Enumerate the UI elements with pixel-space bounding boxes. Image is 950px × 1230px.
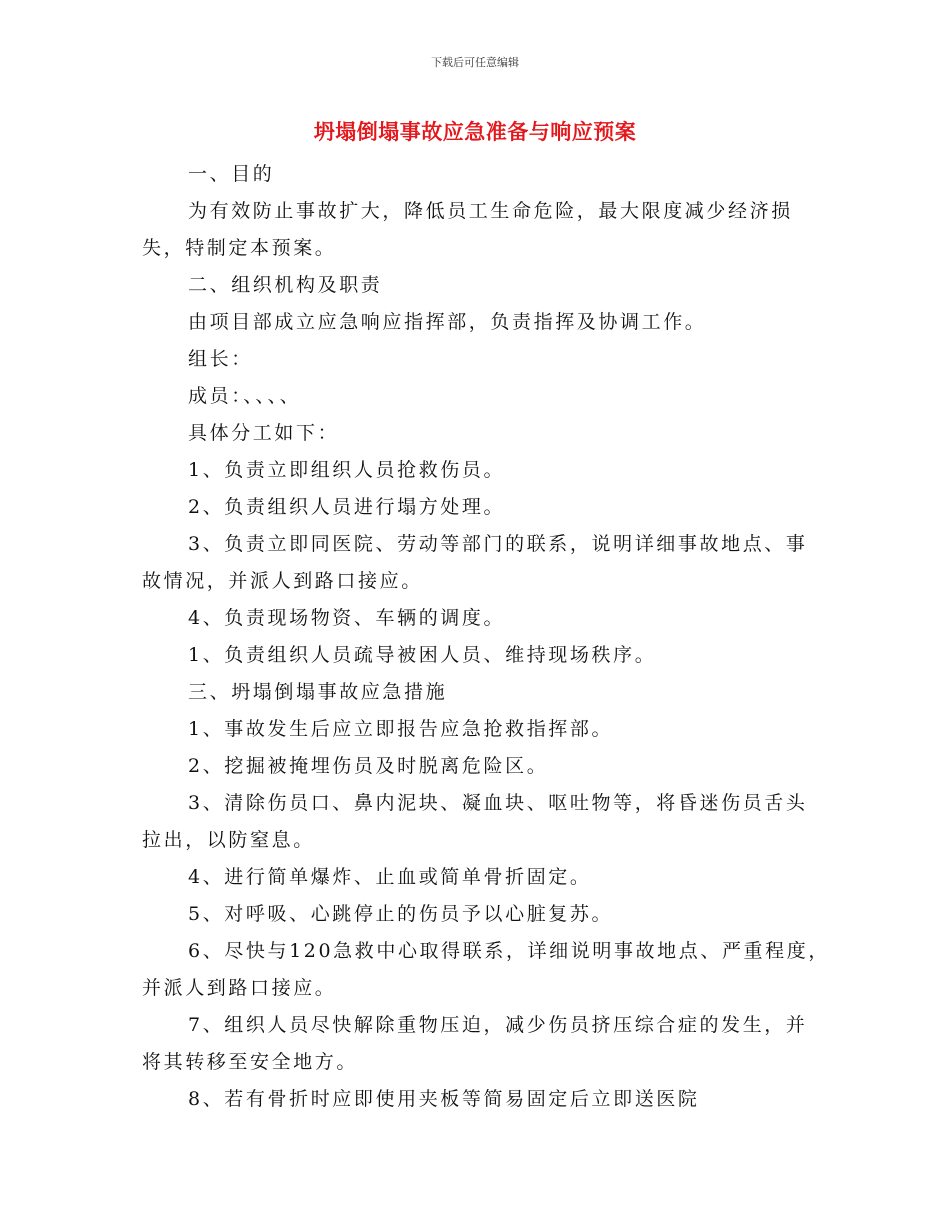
- document-body: [142, 156, 830, 1118]
- paragraph: 由项目部成立应急响应指挥部，负责指挥及协调工作。: [188, 311, 707, 333]
- paragraph: 3、负责立即同医院、劳动等部门的联系，说明详细事故地点、事 故情况，并派人到路口接应。: [142, 533, 808, 592]
- paragraph: 三、坍塌倒塌事故应急措施: [188, 681, 448, 703]
- paragraph: 一、目的: [188, 163, 275, 185]
- paragraph: 二、组织机构及职责: [188, 274, 383, 296]
- paragraph: 4、进行简单爆炸、止血或简单骨折固定。: [188, 866, 592, 888]
- paragraph: 成员：、、、、: [188, 385, 302, 407]
- paragraph: 4、负责现场物资、车辆的调度。: [188, 607, 506, 629]
- header-note: 下载后可任意编辑: [431, 56, 519, 69]
- paragraph: 7、组织人员尽快解除重物压迫，减少伤员挤压综合症的发生，并 将其转移至安全地方。: [142, 1014, 808, 1073]
- paragraph: 1、负责立即组织人员抢救伤员。: [188, 459, 506, 481]
- paragraph: 3、清除伤员口、鼻内泥块、凝血块、呕吐物等，将昏迷伤员舌头 拉出，以防窒息。: [142, 792, 808, 851]
- paragraph: 具体分工如下：: [188, 422, 340, 444]
- paragraph: 6、尽快与120急救中心取得联系，详细说明事故地点、严重程度， 并派人到路口接应。: [142, 940, 830, 999]
- paragraph: 组长：: [188, 348, 253, 370]
- document-title: 坍塌倒塌事故应急准备与响应预案: [313, 120, 637, 144]
- paragraph: 5、对呼吸、心跳停止的伤员予以心脏复苏。: [188, 903, 614, 925]
- paragraph: 2、负责组织人员进行塌方处理。: [188, 496, 506, 518]
- paragraph: 1、事故发生后应立即报告应急抢救指挥部。: [188, 718, 614, 740]
- paragraph: 2、挖掘被掩埋伤员及时脱离危险区。: [188, 755, 549, 777]
- paragraph: 1、负责组织人员疏导被困人员、维持现场秩序。: [188, 644, 657, 666]
- paragraph: 8、若有骨折时应即使用夹板等简易固定后立即送医院: [188, 1088, 700, 1110]
- paragraph: 为有效防止事故扩大，降低员工生命危险，最大限度减少经济损 失，特制定本预案。: [142, 200, 793, 259]
